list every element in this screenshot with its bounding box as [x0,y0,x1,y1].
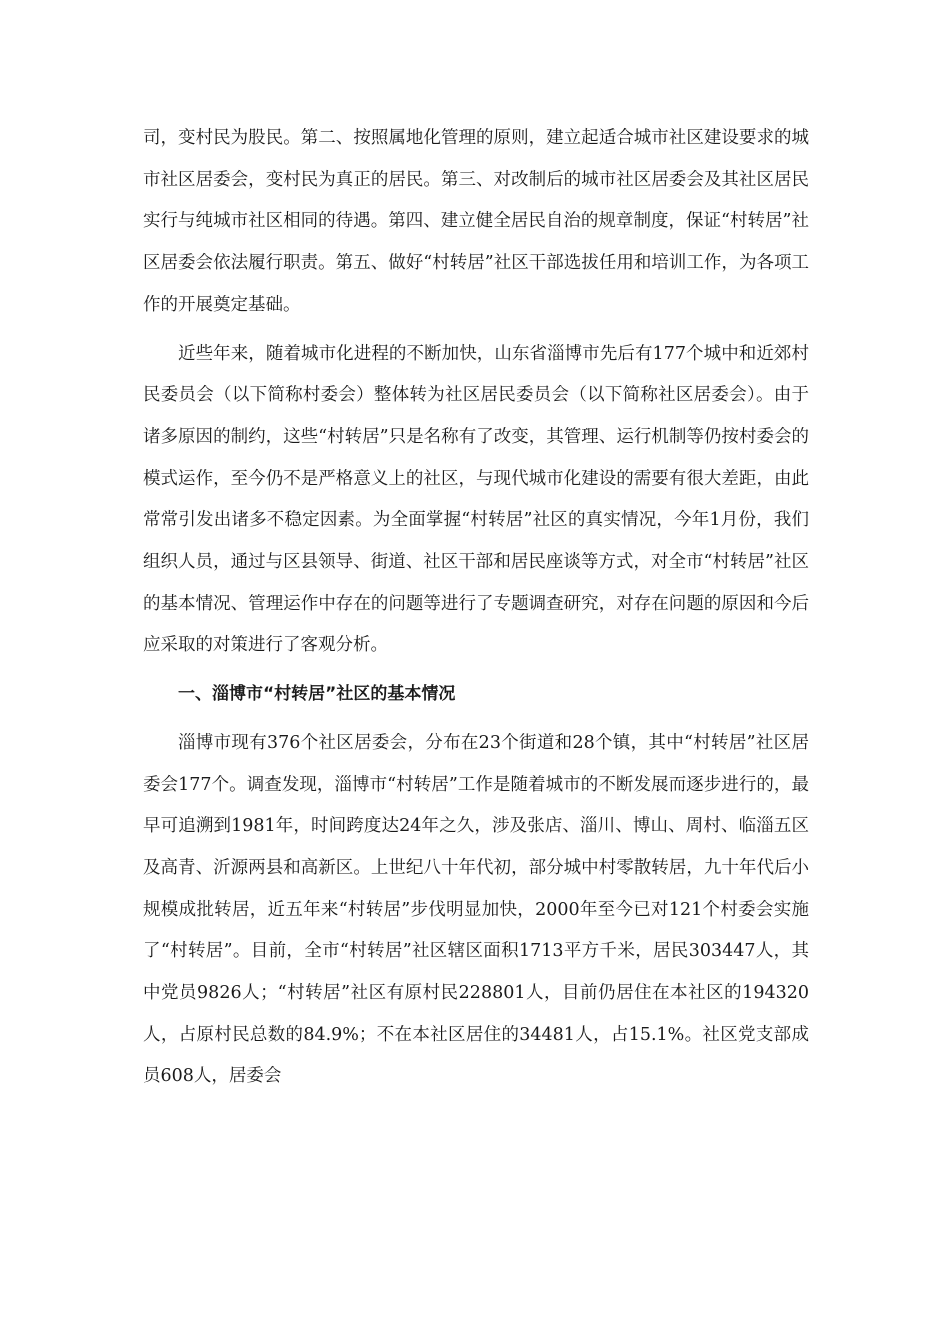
paragraph-gap [143,327,809,334]
paragraph-gap [143,667,809,674]
section-heading: 一、淄博市“村转居”社区的基本情况 [178,684,456,705]
paragraph-gap [143,716,809,723]
paragraph-continuation: 司，变村民为股民。第二、按照属地化管理的原则，建立起适合城市社区建设要求的城市社区居委会，变村民为真正的居民。第三、对改制后的城市社区居委会及其社区居民实行与纯城市社区相同的待遇。第四、建立健全居民自治的规章制度，保证“村转居”社区居委会依法履行职责。第五、做好“村转居”社区干部选拔任用和培训工作，为各项工作的开展奠定基础。 [143,128,809,315]
paragraph-basic-situation: 淄博市现有376个社区居委会，分布在23个街道和28个镇，其中“村转居”社区居委会177个。调查发现，淄博市“村转居”工作是随着城市的不断发展而逐步进行的，最早可追溯到1981年，时间跨度达24年之久，涉及张店、淄川、博山、周村、临淄五区及高青、沂源两县和高新区。上世纪八十年代初，部分城中村零散转居，九十年代后小规模成批转居，近五年来“村转居”步伐明显加快，2000年至今已对121个村委会实施了“村转居”。目前，全市“村转居”社区辖区面积1713平方千米，居民303447人，其中党员9826人；“村转居”社区有原村民228801人，目前仍居住在本社区的194320人，占原村民总数的84.9%；不在本社区居住的34481人，占15.1%。社区党支部成员608人，居委会 [143,732,809,1087]
document-body [143,118,809,1098]
paragraph-introduction: 近些年来，随着城市化进程的不断加快，山东省淄博市先后有177个城中和近郊村民委员会（以下简称村委会）整体转为社区居民委员会（以下简称社区居委会）。由于诸多原因的制约，这些“村转居”只是名称有了改变，其管理、运行机制等仍按村委会的模式运作，至今仍不是严格意义上的社区，与现代城市化建设的需要有很大差距，由此常常引发出诸多不稳定因素。为全面掌握“村转居”社区的真实情况，今年1月份，我们组织人员，通过与区县领导、街道、社区干部和居民座谈等方式，对全市“村转居”社区的基本情况、管理运作中存在的问题等进行了专题调查研究，对存在问题的原因和今后应采取的对策进行了客观分析。 [143,343,809,656]
